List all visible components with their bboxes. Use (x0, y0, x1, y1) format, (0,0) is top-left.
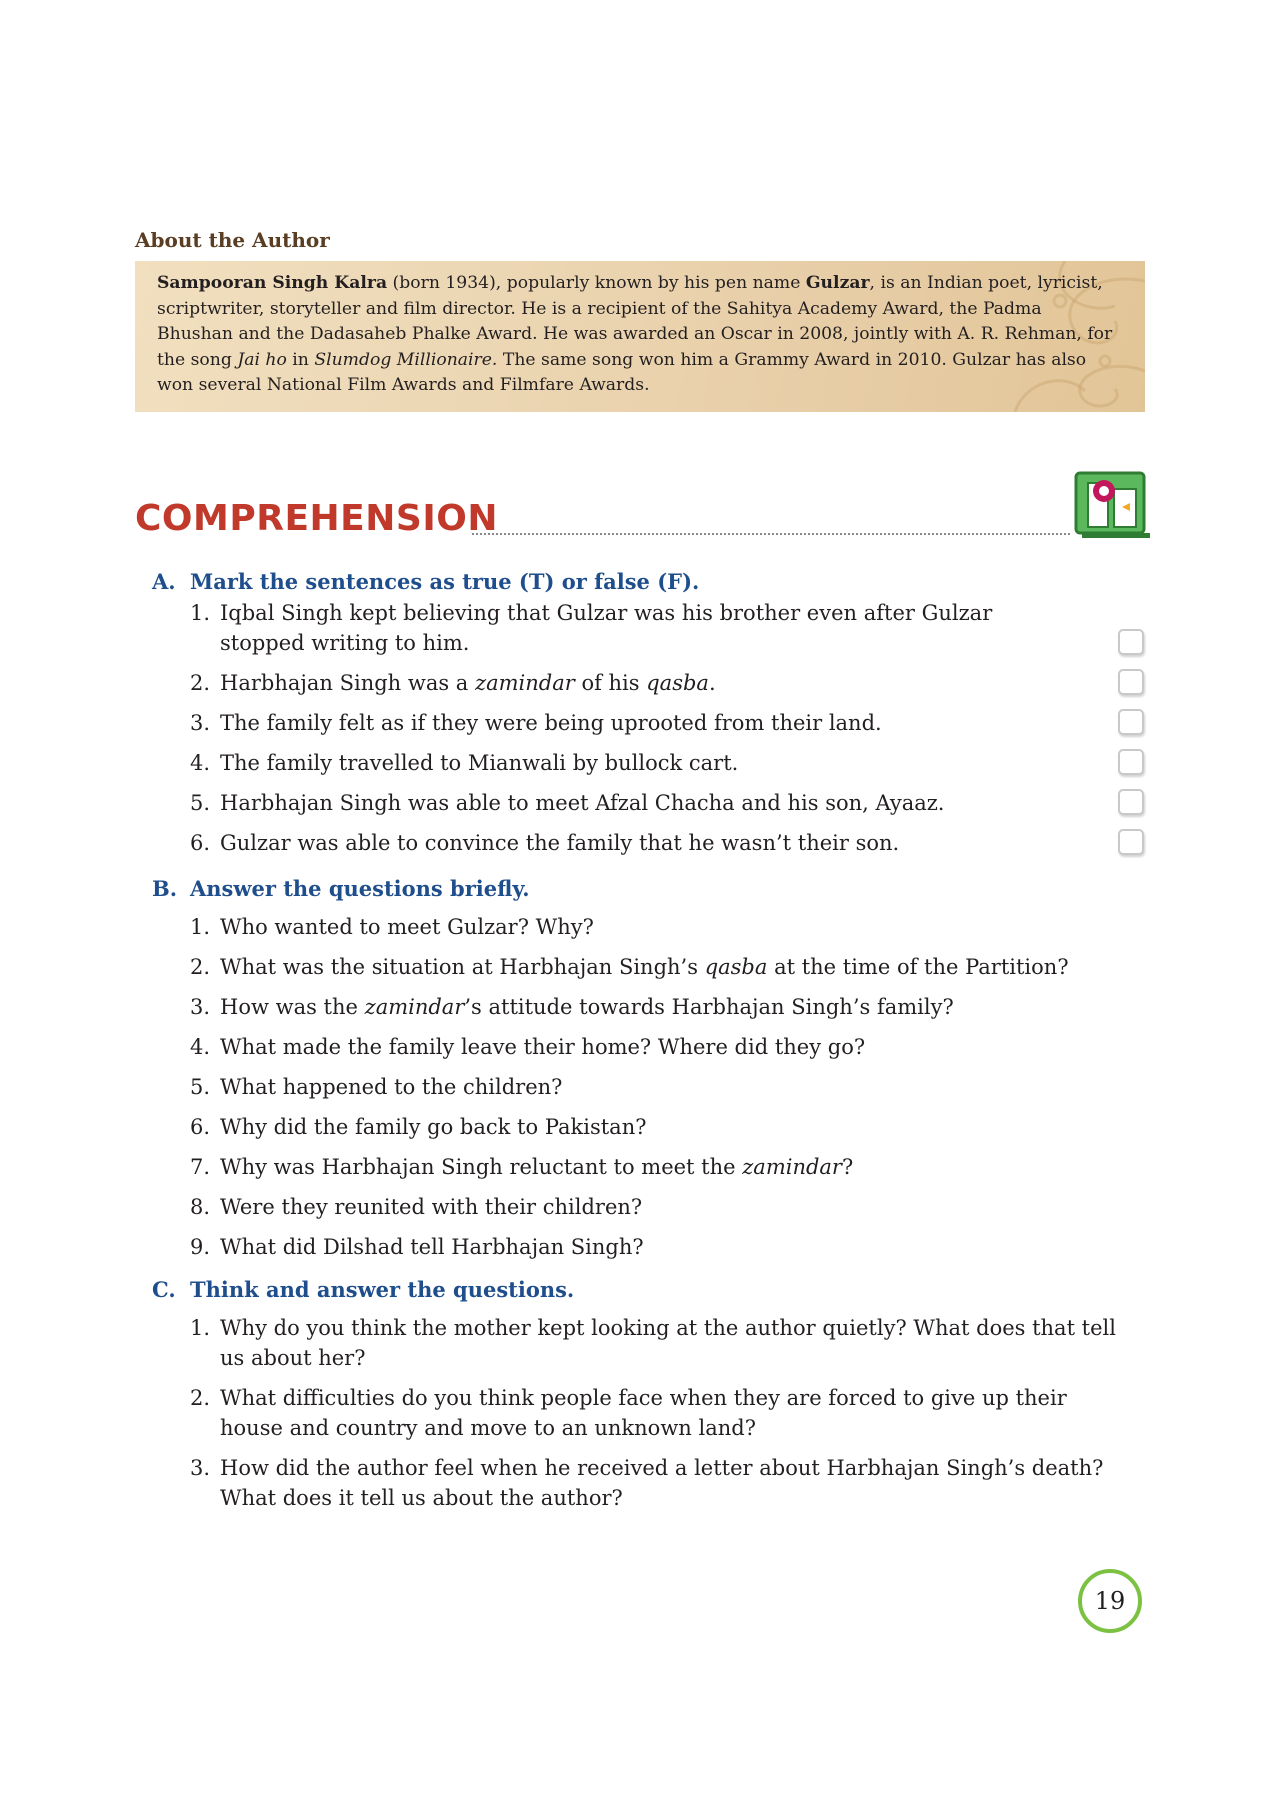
item-number: 3. (190, 995, 211, 1019)
item-text: What made the family leave their home? Where did they go? (220, 1035, 866, 1059)
title-dotted-rule (472, 533, 1070, 535)
item-number: 8. (190, 1195, 211, 1219)
item-text: Why do you think the mother kept looking at the author quietly? What does that tell us about her? (220, 1316, 1116, 1370)
section-c-letter: C. (152, 1277, 176, 1302)
italic-term: qasba (704, 955, 768, 979)
item-number: 9. (190, 1235, 211, 1259)
text-part: at the time of the Partition? (767, 955, 1069, 979)
item-number: 6. (190, 1115, 211, 1139)
item-text: Why did the family go back to Pakistan? (220, 1115, 647, 1139)
list-item (190, 1032, 1150, 1062)
item-number: 4. (190, 1035, 211, 1059)
item-text: The family travelled to Mianwali by bullock cart. (220, 751, 739, 775)
author-bio-part-2: The same song won him a Grammy Award in 2010. Gulzar has also won several National Film Awards and Filmfare Awards. (157, 349, 1087, 396)
author-pen-name: Gulzar (805, 273, 870, 293)
section-c-heading (152, 1277, 574, 1302)
author-name: Sampooran Singh Kalra (157, 273, 388, 293)
list-item (190, 1072, 1150, 1102)
author-born: (born 1934), popularly known by his pen name (387, 273, 806, 293)
section-a-title: Mark the sentences as true (T) or false (F). (190, 569, 700, 594)
italic-term: zamindar (742, 1155, 842, 1179)
answer-checkbox-3[interactable] (1118, 709, 1144, 735)
list-item (190, 1112, 1150, 1142)
list-item (190, 1453, 1160, 1513)
item-number: 3. (190, 711, 211, 735)
list-item (190, 1313, 1130, 1373)
item-number: 3. (190, 1456, 211, 1480)
item-text: What did Dilshad tell Harbhajan Singh? (220, 1235, 644, 1259)
author-bio-part-1: , is an Indian poet, lyricist, scriptwriter, storyteller and film director. He is a recipient of the Sahitya Academy Award, the Padma Bhushan and the Dadasaheb Phalke Award. He was awarded an Oscar in 2008, jointly with A. R. Rehman, for the song (157, 273, 1113, 370)
section-c-title: Think and answer the questions. (190, 1277, 575, 1302)
about-author-heading: About the Author (135, 228, 330, 252)
answer-checkbox-6[interactable] (1118, 829, 1144, 855)
list-item (190, 1192, 1150, 1222)
section-b-title: Answer the questions briefly. (190, 876, 530, 901)
list-item (190, 992, 1150, 1022)
text-part: ? (841, 1155, 854, 1179)
text-part: . (708, 671, 716, 695)
item-text: What difficulties do you think people face when they are forced to give up their house and country and move to an unknown land? (220, 1386, 1067, 1440)
text-part: Harbhajan Singh was a (220, 671, 476, 695)
item-text: Gulzar was able to convince the family that he wasn’t their son. (220, 831, 900, 855)
list-item (190, 668, 1150, 698)
list-item (190, 1232, 1150, 1262)
item-text (220, 1152, 1150, 1182)
text-part: ’s attitude towards Harbhajan Singh’s family? (464, 995, 954, 1019)
item-number: 7. (190, 1155, 211, 1179)
reading-icon (1074, 471, 1152, 539)
item-number: 5. (190, 791, 211, 815)
answer-checkbox-1[interactable] (1118, 629, 1144, 655)
text-part: of his (574, 671, 647, 695)
item-number: 2. (190, 671, 211, 695)
item-text: The family felt as if they were being uprooted from their land. (220, 711, 882, 735)
italic-term: qasba (646, 671, 709, 695)
item-text: Who wanted to meet Gulzar? Why? (220, 915, 594, 939)
italic-term: zamindar (364, 995, 465, 1019)
italic-term: zamindar (475, 671, 575, 695)
list-item (190, 748, 1150, 778)
item-text: How did the author feel when he received a letter about Harbhajan Singh’s death? What does it tell us about the author? (220, 1456, 1104, 1510)
film-title: Slumdog Millionaire. (314, 349, 498, 370)
about-author-text (157, 271, 1123, 399)
section-b-heading (152, 876, 530, 901)
list-item (190, 1383, 1110, 1443)
item-number: 4. (190, 751, 211, 775)
list-item (190, 952, 1150, 982)
in-word: in (286, 349, 315, 370)
item-number: 5. (190, 1075, 211, 1099)
answer-checkbox-5[interactable] (1118, 789, 1144, 815)
item-text: What happened to the children? (220, 1075, 563, 1099)
item-text (220, 992, 1150, 1022)
text-part: Why was Harbhajan Singh reluctant to meet the (220, 1155, 743, 1179)
answer-checkbox-2[interactable] (1118, 669, 1144, 695)
answer-checkbox-4[interactable] (1118, 749, 1144, 775)
comprehension-title: COMPREHENSION (135, 498, 498, 539)
item-text: Were they reunited with their children? (220, 1195, 643, 1219)
list-item (190, 1152, 1150, 1182)
page-number: 19 (1078, 1569, 1142, 1633)
section-b-letter: B. (152, 876, 178, 901)
song-title: Jai ho (237, 349, 287, 370)
section-a-letter: A. (152, 569, 176, 594)
item-number: 1. (190, 1316, 211, 1340)
item-text (220, 668, 1150, 698)
item-number: 1. (190, 915, 211, 939)
text-part: How was the (220, 995, 365, 1019)
item-number: 2. (190, 1386, 211, 1410)
text-part: What was the situation at Harbhajan Singh’s (220, 955, 705, 979)
item-number: 1. (190, 601, 211, 625)
item-text (220, 952, 1150, 982)
item-number: 6. (190, 831, 211, 855)
list-item (190, 788, 1150, 818)
list-item (190, 598, 1060, 658)
list-item (190, 912, 1150, 942)
item-text: Iqbal Singh kept believing that Gulzar was his brother even after Gulzar stopped writing to him. (220, 601, 993, 655)
about-author-box (135, 261, 1145, 412)
item-number: 2. (190, 955, 211, 979)
item-text: Harbhajan Singh was able to meet Afzal Chacha and his son, Ayaaz. (220, 791, 945, 815)
list-item (190, 828, 1150, 858)
list-item (190, 708, 1150, 738)
section-a-heading (152, 569, 699, 594)
